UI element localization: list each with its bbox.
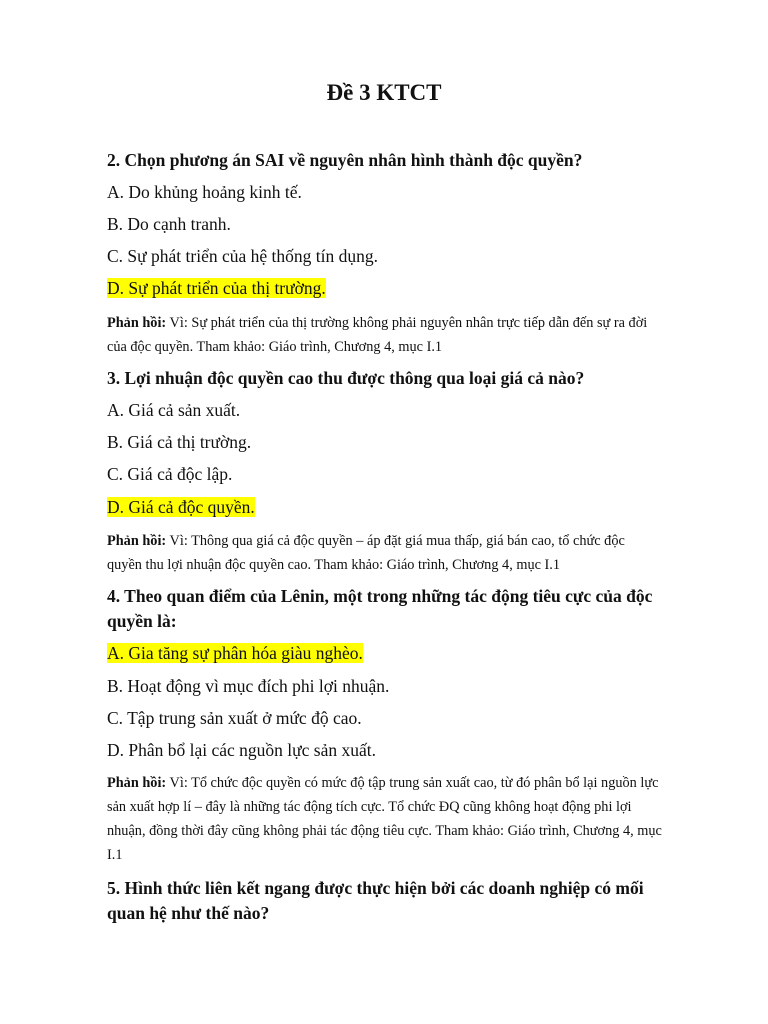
question-2-option-a: A. Do khủng hoảng kinh tế. bbox=[107, 182, 302, 202]
highlighted-answer: D. Sự phát triển của thị trường. bbox=[107, 278, 326, 298]
question-4: 4. Theo quan điểm của Lênin, một trong những tác động tiêu cực của độc quyền là: bbox=[107, 586, 653, 631]
question-3-feedback bbox=[107, 529, 663, 577]
feedback-text: Vì: Sự phát triển của thị trường không phải nguyên nhân trực tiếp dẫn đến sự ra đời của độc quyền. Tham khảo: Giáo trình, Chương 4, mục I.1 bbox=[107, 315, 648, 355]
question-5: 5. Hình thức liên kết ngang được thực hiện bởi các doanh nghiệp có mối quan hệ như thế nào? bbox=[107, 878, 644, 923]
question-4-option-d: D. Phân bổ lại các nguồn lực sản xuất. bbox=[107, 740, 377, 760]
question-4-option-a-answer bbox=[107, 642, 363, 664]
question-4-feedback bbox=[107, 771, 663, 867]
question-3-option-a: A. Giá cả sản xuất. bbox=[107, 400, 241, 420]
feedback-label: Phản hồi: bbox=[107, 315, 167, 331]
highlighted-answer: A. Gia tăng sự phân hóa giàu nghèo. bbox=[107, 643, 363, 663]
question-2: 2. Chọn phương án SAI về nguyên nhân hình thành độc quyền? bbox=[107, 150, 583, 170]
question-4-option-b: B. Hoạt động vì mục đích phi lợi nhuận. bbox=[107, 676, 390, 696]
feedback-text: Vì: Thông qua giá cả độc quyền – áp đặt giá mua thấp, giá bán cao, tổ chức độc quyền thu lợi nhuận độc quyền cao. Tham khảo: Giáo trình, Chương 4, mục I.1 bbox=[107, 533, 625, 573]
question-4-option-c: C. Tập trung sản xuất ở mức độ cao. bbox=[107, 708, 362, 728]
question-3-option-c: C. Giá cả độc lập. bbox=[107, 464, 233, 484]
question-3: 3. Lợi nhuận độc quyền cao thu được thông qua loại giá cả nào? bbox=[107, 368, 585, 388]
highlighted-answer: D. Giá cả độc quyền. bbox=[107, 497, 255, 517]
feedback-text: Vì: Tổ chức độc quyền có mức độ tập trung sản xuất cao, từ đó phân bổ lại nguồn lực sản xuất hợp lí – đây là những tác động tích cực. Tổ chức ĐQ cũng không hoạt động phi lợi nhuận, đồng thời đây cũng không phải tác động tiêu cực. Tham khảo: Giáo trình, Chương 4, mục I.1 bbox=[107, 775, 662, 863]
question-3-option-d-answer bbox=[107, 496, 255, 518]
question-2-feedback bbox=[107, 311, 663, 359]
page-title: Đề 3 KTCT bbox=[326, 80, 442, 105]
feedback-label: Phản hồi: bbox=[107, 775, 167, 791]
question-2-option-c: C. Sự phát triển của hệ thống tín dụng. bbox=[107, 246, 378, 266]
question-3-option-b: B. Giá cả thị trường. bbox=[107, 432, 252, 452]
question-2-option-b: B. Do cạnh tranh. bbox=[107, 214, 231, 234]
feedback-label: Phản hồi: bbox=[107, 533, 167, 549]
question-2-option-d-answer bbox=[107, 277, 326, 299]
